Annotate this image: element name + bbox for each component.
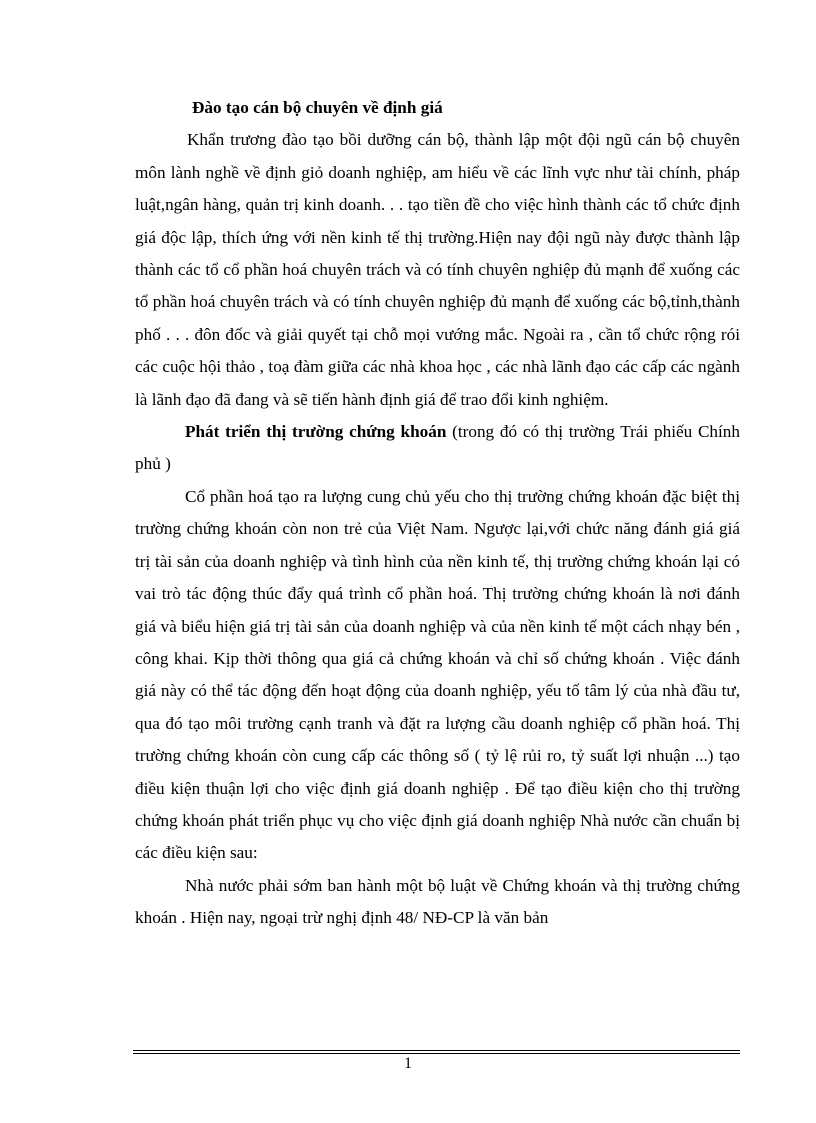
footer-rule-top	[133, 1050, 740, 1051]
page-number: 1	[404, 1055, 412, 1072]
paragraph-equitization: Cổ phần hoá tạo ra lượng cung chủ yếu cho thị trường chứng khoán đặc biệt thị trường chứng khoán còn non trẻ của Việt Nam. Ngược lại,với chức năng đánh giá giá trị tài sản của doanh nghiệp và tình hình của nền kinh tế, thị trường chứng khoán lại có vai trò tác động thúc đẩy quá trình cổ phần hoá. Thị trường chứng khoán là nơi đánh giá và biểu hiện giá trị tài sản của doanh nghiệp và của nền kinh tế một cách nhạy bén , công khai. Kịp thời thông qua giá cả chứng khoán và chỉ số chứng khoán . Việc đánh giá này có thể tác động đến hoạt động của doanh nghiệp, yếu tố tâm lý của nhà đầu tư, qua đó tạo môi trường cạnh tranh và đặt ra lượng cầu doanh nghiệp cổ phần hoá. Thị trường chứng khoán còn cung cấp các thông số ( tỷ lệ rủi ro, tỷ suất lợi nhuận ...) tạo điều kiện thuận lợi cho việc định giá doanh nghiệp . Để tạo điều kiện cho thị trường chứng khoán phát triển phục vụ cho việc định giá doanh nghiệp Nhà nước cần chuẩn bị các điều kiện sau:	[135, 486, 740, 863]
securities-heading-bold: Phát triển thị trường chứng khoán	[185, 422, 447, 442]
paragraph-law: Nhà nước phải sớm ban hành một bộ luật về Chứng khoán và thị trường chứng khoán . Hiện nay, ngoại trừ nghị định 48/ NĐ-CP là văn bản	[135, 875, 740, 928]
document-body	[135, 92, 740, 935]
securities-heading-note: (trong đó có thị trường Trái phiếu Chính phủ )	[135, 422, 740, 474]
paragraph-securities-heading	[135, 416, 740, 481]
paragraph-training: Khẩn trương đào tạo bồi dưỡng cán bộ, thành lập một đội ngũ cán bộ chuyên môn lành nghề về định giỏ doanh nghiệp, am hiểu về các lĩnh vực như tài chính, pháp luật,ngân hàng, quản trị kinh doanh. . . tạo tiền đề cho việc hình thành các tổ chức định giá độc lập, thích ứng với nền kinh tế thị trường.Hiện nay đội ngũ này được thành lập thành các tổ cổ phần hoá chuyên trách và có tính chuyên nghiệp đủ mạnh để xuống các tổ phần hoá chuyên trách và có tính chuyên nghiệp đủ mạnh để xuống các bộ,tỉnh,thành phố . . . đôn đốc và giải quyết tại chỗ mọi vướng mắc. Ngoài ra , cần tổ chức rộng rói các cuộc hội thảo , toạ đàm giữa các nhà khoa học , các nhà lãnh đạo các cấp các ngành là lãnh đạo đã đang và sẽ tiến hành định giá để trao đổi kinh nghiệm.	[135, 130, 740, 409]
section-heading: Đào tạo cán bộ chuyên về định giá	[192, 98, 443, 117]
